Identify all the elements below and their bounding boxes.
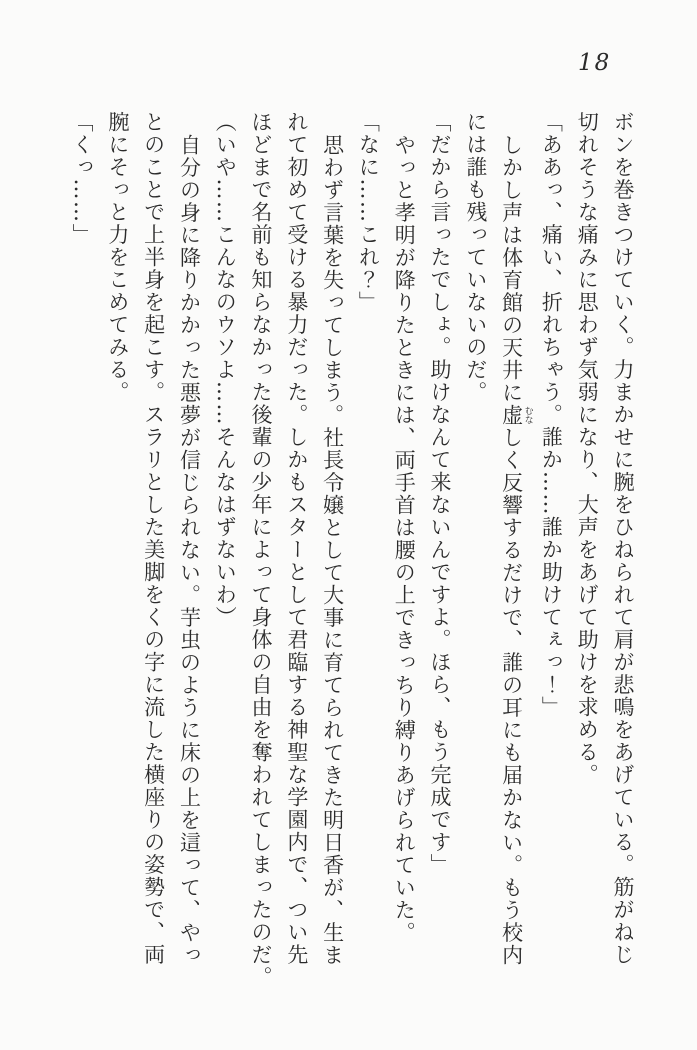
text-line: 「だから言ったでしょ。助けなんて来ないんですよ。ほら、もう完成です」 [428, 111, 453, 876]
text-line: 「なに……これ？」 [356, 111, 381, 314]
text-line: とのことで上半身を起こす。スラリとした美脚をくの字に流した横座りの姿勢で、両 [141, 111, 166, 966]
text-line: 切れそうな痛みに思わず気弱になり、大声をあげて助けを求める。 [575, 111, 600, 786]
text-line: 「くっ……」 [70, 111, 95, 246]
furigana-annotation: 虚 むな [499, 403, 533, 426]
text-block [63, 111, 640, 989]
text-line: ほどまで名前も知らなかった後輩の少年によって身体の自由を奪われてしまったのだ。 [249, 111, 274, 989]
text-line: （いや……こんなのウソよ……そんなはずないわ） [213, 111, 238, 629]
text-line: やっと孝明が降りたときには、両手首は腰の上できっちり縛りあげられていた。 [392, 133, 417, 944]
text-line: ボンを巻きつけていく。力まかせに腕をひねられて肩が悲鳴をあげている。筋がねじ [611, 111, 635, 966]
text-line: 自分の身に降りかかった悪夢が信じられない。芋虫のように床の上を這って、やっ [177, 133, 202, 966]
text-line: には誰も残っていないのだ。 [463, 111, 488, 404]
text-line: 思わず言葉を失ってしまう。社長令嬢として大事に育てられてきた明日香が、生ま [320, 133, 345, 966]
page-number: 18 [578, 50, 612, 76]
text-line: しかし声は体育館の天井に虚 むなしく反響するだけで、誰の耳にも届かない。もう校内 [499, 133, 533, 966]
text-line: 腕にそっと力をこめてみる。 [105, 111, 130, 404]
text-line: 「ああっ、痛い、折れちゃう。誰か……誰か助けてぇっ！」 [539, 111, 564, 719]
text-line: れて初めて受ける暴力だった。しかもスターとして君臨する神聖な学園内で、つい先 [284, 111, 309, 966]
